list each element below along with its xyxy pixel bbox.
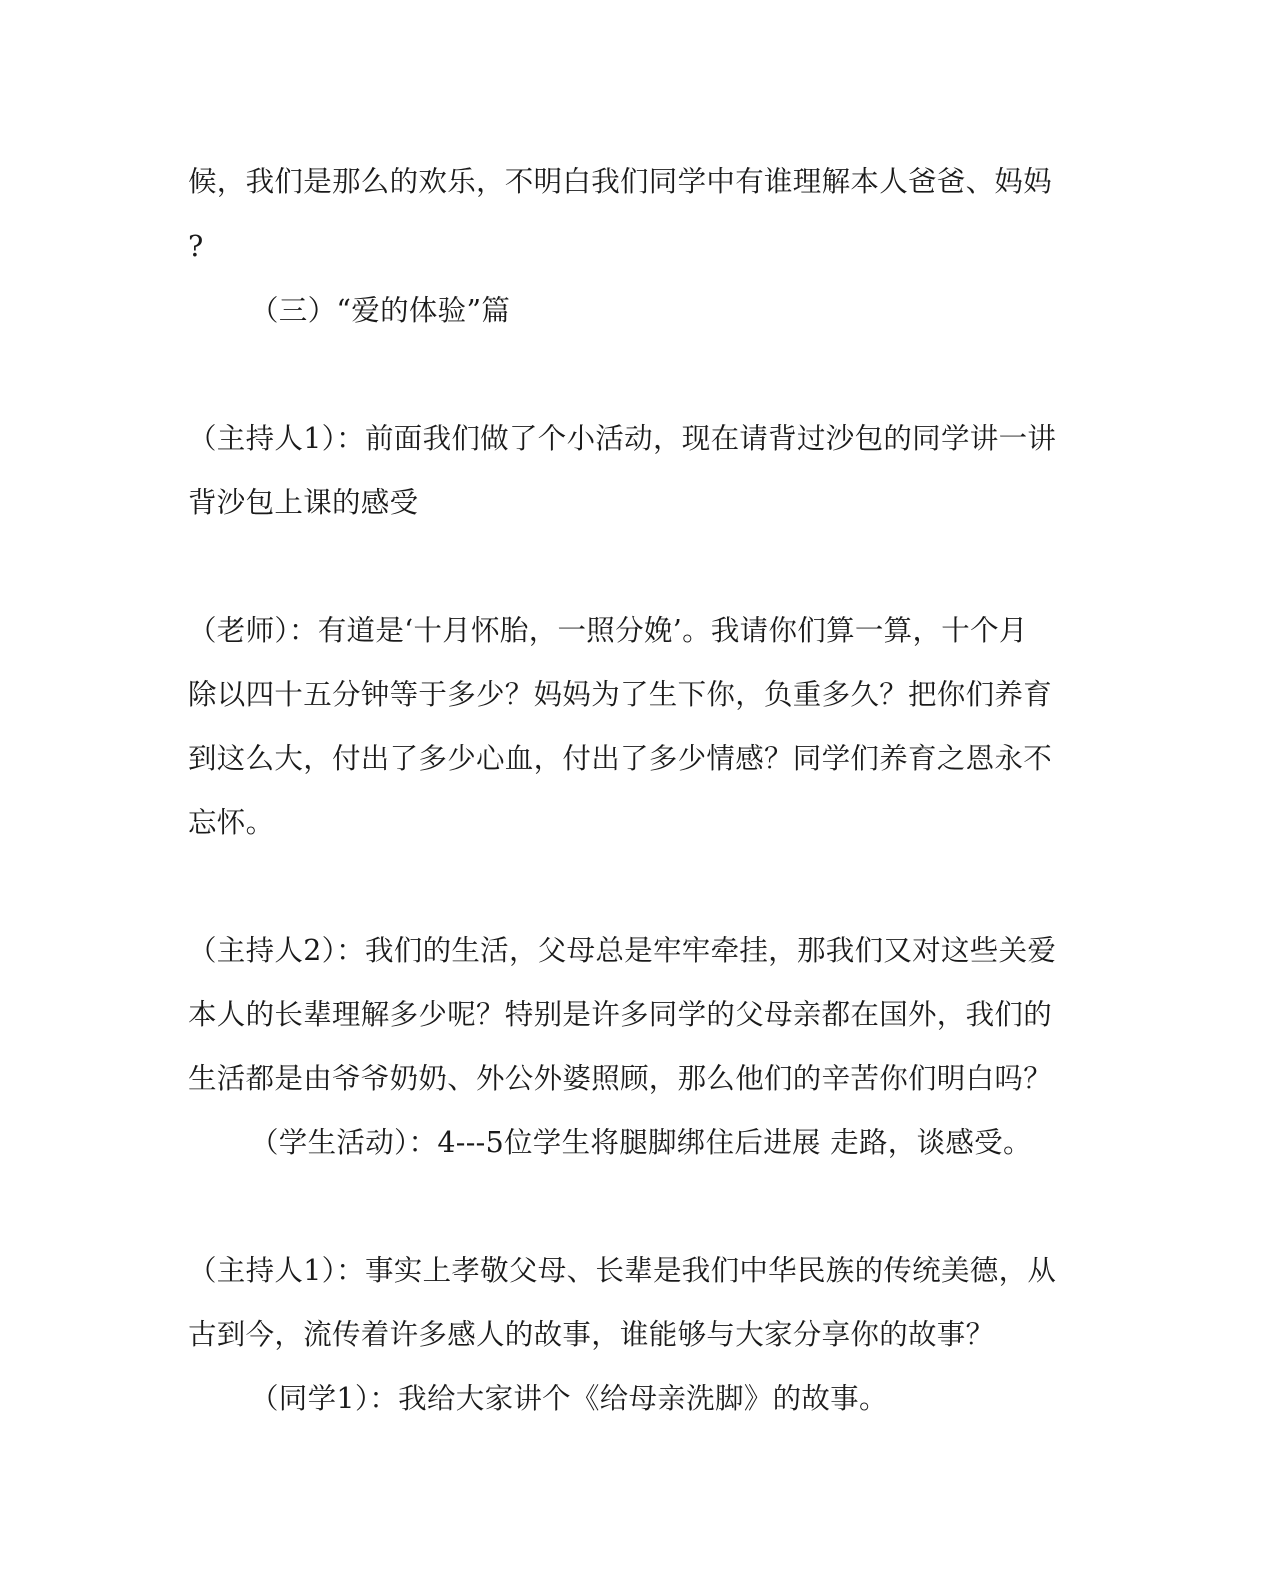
text-line: （主持人2）：我们的生活，父母总是牢牢牵挂，那我们又对这些关爱 (188, 934, 1057, 967)
text-line: （主持人1）：前面我们做了个小活动，现在请背过沙包的同学讲一讲 (188, 422, 1057, 455)
text-line: （老师）：有道是‘十月怀胎，一照分娩’。我请你们算一算，十个月 (188, 614, 1028, 647)
text-line: 候，我们是那么的欢乐，不明白我们同学中有谁理解本人爸爸、妈妈 (188, 165, 1053, 198)
text-line: 到这么大，付出了多少心血，付出了多少情感？同学们养育之恩永不 (188, 742, 1053, 775)
text-line: （学生活动）：4---5位学生将腿脚绑住后进展 走路，谈感受。 (250, 1126, 1032, 1159)
text-line: 本人的长辈理解多少呢？特别是许多同学的父母亲都在国外，我们的 (188, 998, 1053, 1031)
text-line: 除以四十五分钟等于多少？妈妈为了生下你，负重多久？把你们养育 (188, 678, 1053, 711)
text-line: 古到今，流传着许多感人的故事，谁能够与大家分享你的故事？ (188, 1318, 995, 1351)
section-heading: （三）“爱的体验”篇 (250, 294, 511, 327)
text-line: ? (188, 230, 204, 263)
text-line: （同学1）：我给大家讲个《给母亲洗脚》的故事。 (250, 1382, 888, 1415)
text-line: 生活都是由爷爷奶奶、外公外婆照顾，那么他们的辛苦你们明白吗？ (188, 1062, 1053, 1095)
text-line: 背沙包上课的感受 (188, 486, 419, 519)
text-line: 忘怀。 (188, 806, 275, 839)
text-line: （主持人1）：事实上孝敬父母、长辈是我们中华民族的传统美德，从 (188, 1254, 1057, 1287)
